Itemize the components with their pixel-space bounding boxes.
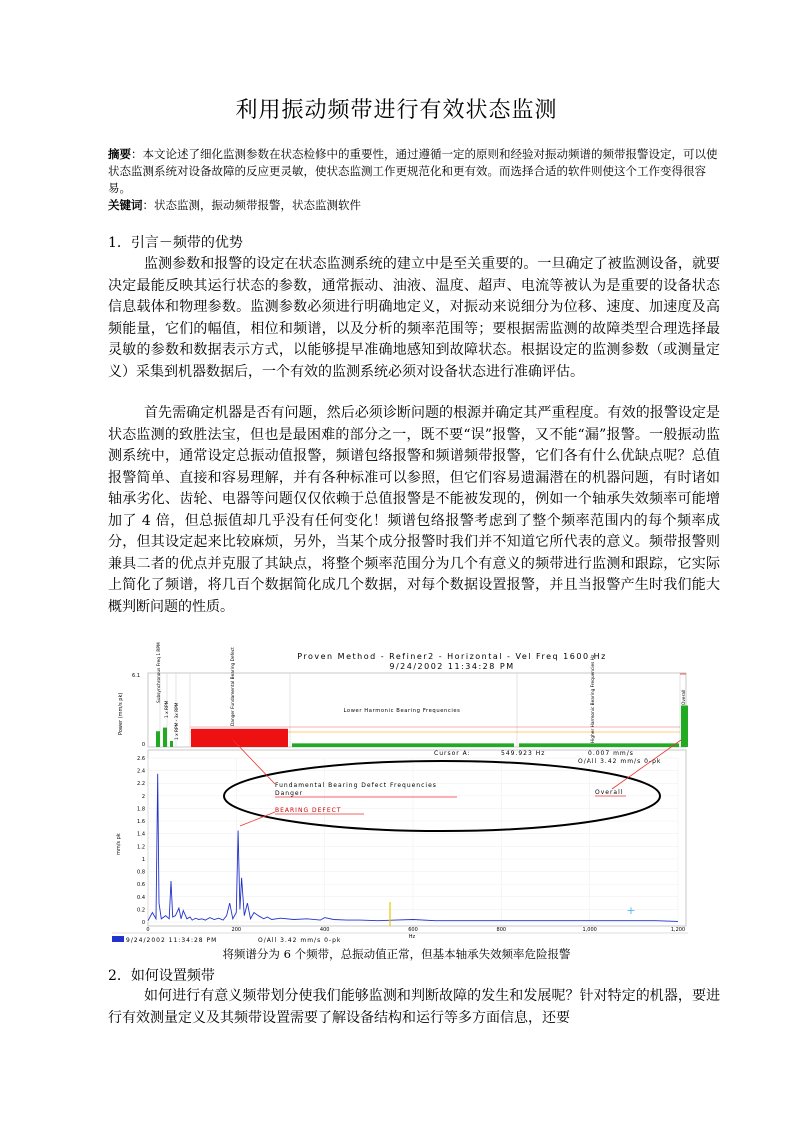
x-tick-label: 1,200 [670,927,686,933]
spectrum-figure [112,640,688,945]
band-label-overall: Overall [682,689,687,705]
band-bar [519,743,679,747]
y-tick-label: 1.2 [137,844,145,851]
y-tick-label: 2.6 [137,756,145,762]
annotation-bearing-defect: BEARING DEFECT [275,807,342,814]
figure-caption: 将频谱分为 6 个频带，总振动值正常，但基本轴承失效频率危险报警 [222,947,571,961]
y-tick-label: 0.6 [137,882,145,889]
band-label-fundamental: Danger Fundamental Bearing Defect [231,647,236,726]
x-tick-label: 1,000 [582,927,597,933]
abstract-label: 摘要 [108,147,131,161]
band-label-higher: Higher Harmonic Bearing Frequencies Hz [591,654,596,743]
band-bar [170,741,173,747]
x-tick-label: 0 [146,927,150,933]
section-2-heading: 2．如何设置频带 [108,968,215,984]
cursor-b-marker: + [626,904,636,917]
overall-readout: O/All 3.42 mm/s 0-pk [578,758,662,765]
y-tick-label: 0.4 [137,894,145,901]
band-label-subsync: Subsynchronous Freq 1 RPM [157,642,162,703]
x-tick-label: 400 [319,927,330,933]
annotation-danger: Danger [275,790,304,797]
y-tick-label: 1.4 [137,831,145,838]
chart-title: Proven Method - Refiner2 - Horizontal - Vel Freq 1600 Hz [297,652,607,661]
x-tick-label: 800 [496,927,507,933]
y-tick-label: 2.4 [137,768,145,775]
section-1-heading: 1．引言－频带的优势 [108,235,243,251]
y-tick-label: 1.6 [137,819,145,826]
section-2-paragraph-1: 如何进行有意义频带划分使我们能够监测和判断故障的发生和发展呢？针对特定的机器，要进行有效测量定义及其频带设置需要了解设备结构和运行等多方面信息，还要 [108,988,720,1026]
page-title: 利用振动频带进行有效状态监测 [235,98,558,123]
band-panel-y0: 0 [141,742,145,748]
y-tick-label: 2 [141,793,145,800]
keywords-label: 关键词 [108,198,143,212]
cursor-label: Cursor A: [434,750,471,757]
chart-subtitle: 9/24/2002 11:34:28 PM [389,662,515,671]
section-1-paragraph-1: 监测参数和报警的设定在状态监测系统的建立中是至关重要的。一旦确定了被监测设备，就要决定最能反映其运行状态的参数，通常振动、油液、温度、超声、电流等被认为是重要的设备状态信息载体和物理参数。监测参数必须进行明确地定义，对振动来说细分为位移、速度、加速度及高频能量，它们的幅值，相位和频谱，以及分析的频率范围等；要根据需监测的故障类型合理选择最灵敏的参数和数据表示方式，以能够提早准确地感知到故障状态。根据设定的监测参数（或测量定义）采集到机器数据后，一个有效的监测系统必须对设备状态进行准确评估。 [108,256,720,380]
band-panel-ylabel: Power (mm/s pk) [118,692,124,735]
y-tick-label: 0.2 [137,907,145,914]
spectrum-y-ticks [137,756,145,926]
band-bar [292,743,514,747]
band-bar [191,729,288,747]
spectrum-x-ticks [146,927,685,933]
keywords-text: ：状态监测，振动频带报警，状态监测软件 [142,198,361,212]
band-bar [156,731,160,747]
y-tick-label: 1.8 [137,806,145,813]
x-tick-label: 200 [231,927,242,933]
legend-overall: O/All 3.42 mm/s 0-pk [258,937,342,944]
spectrum-chart [112,640,688,945]
band-panel-ymax: 6.1 [132,673,140,679]
spectrum-ylabel: mm/s pk [116,833,122,855]
legend-date: 9/24/2002 11:34:28 PM [126,937,218,944]
spectrum-plot-frame [148,750,686,926]
y-tick-label: 2.2 [137,781,145,788]
band-bar-overall [681,706,688,747]
y-tick-label: 0 [141,920,145,926]
abstract [108,146,720,214]
spectrum-xlabel: Hz [408,934,416,940]
band-bar [163,728,167,747]
abstract-text: ：本文论述了细化监测参数在状态检修中的重要性，通过遵循一定的原则和经验对振动频谱的频带报警设定，可以使状态监测系统对设备故障的反应更灵敏，使状态监测工作更规范化和更有效。而选择合适的软件则使这个工作变得很容易。 [108,147,718,195]
band-label-lower: Lower Harmonic Bearing Frequencies [343,708,461,714]
cursor-amplitude: 0.007 mm/s [588,750,634,757]
legend-swatch [112,936,124,942]
y-tick-label: 1 [141,856,145,863]
cursor-frequency: 549.923 Hz [501,750,546,757]
annotation-fundamental: Fundamental Bearing Defect Frequencies [275,782,437,789]
y-tick-label: 0.8 [137,869,145,876]
section-1-paragraph-2: 首先需确定机器是否有问题，然后必须诊断问题的根源并确定其严重程度。有效的报警设定是状态监测的致胜法宝，但也是最困难的部分之一，既不要“误”报警，又不能“漏”报警。一般振动监测系统中，通常设定总振动值报警，频谱包络报警和频谱频带报警，它们各有什么优缺点呢？总值报警简单、直接和容易理解，并有各种标准可以参照，但它们容易遗漏潜在的机器问题，有时诸如轴承劣化、齿轮、电器等问题仅仅依赖于总值报警是不能被发现的，例如一个轴承失效频率可能增加了 4 倍，但总振值却几乎没有任何变化！频谱包络报警考虑到了整个频率范围内的每个频率成分，但其设定起来比较麻烦，另外，当某个成分报警时我们并不知道它所代表的意义。频带报警则兼具二者的优点并克服了其缺点，将整个频率范围分为几个有意义的频带进行监测和跟踪，它实际上简化了频谱，将几百个数据简化成几个数据，对每个数据设置报警，并且当报警产生时我们能大概判断问题的性质。 [108,405,720,615]
x-tick-label: 600 [408,927,418,933]
annotation-overall: Overall [595,789,624,796]
band-label-1x: 1 x RPM [165,700,170,718]
band-label-1x-3x: 1 x RPM - 3x RPM [175,702,180,740]
